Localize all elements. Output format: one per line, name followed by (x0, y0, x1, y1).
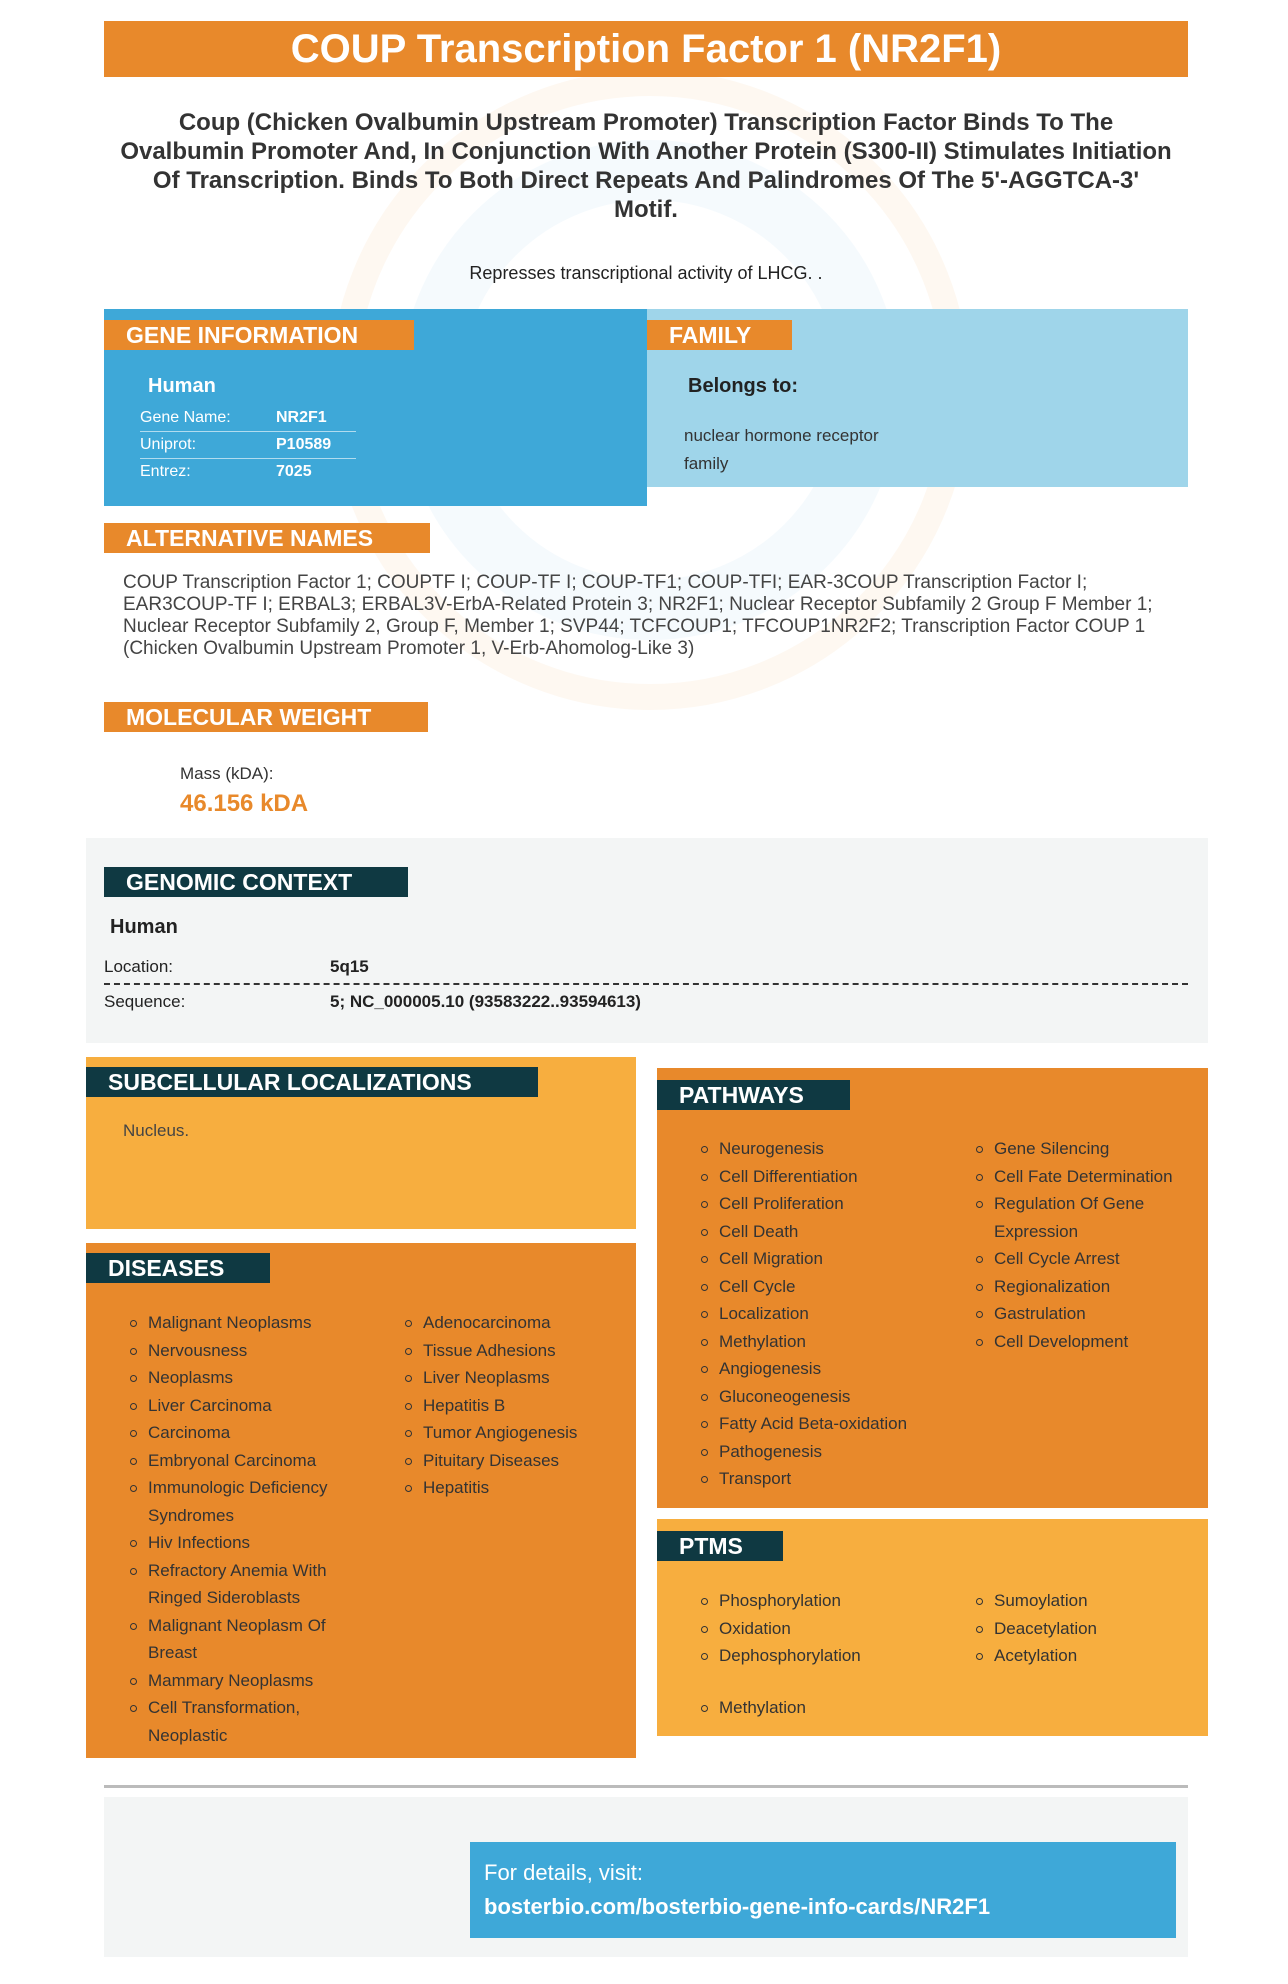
list-item: Neoplasms (128, 1364, 358, 1392)
list-item: Tissue Adhesions (403, 1337, 623, 1365)
sequence-value: 5; NC_000005.10 (93583222..93594613) (330, 992, 641, 1011)
list-item: Pathogenesis (699, 1438, 939, 1466)
list-item: Transport (699, 1465, 939, 1493)
subcellular-heading: SUBCELLULAR LOCALIZATIONS (86, 1067, 538, 1097)
ptms-heading: PTMS (657, 1531, 783, 1561)
list-item: Liver Carcinoma (128, 1392, 358, 1420)
gene-info-key: Entrez: (140, 463, 191, 480)
genomic-context-heading: GENOMIC CONTEXT (104, 867, 408, 897)
list-item: Embryonal Carcinoma (128, 1447, 358, 1475)
sequence-row (104, 985, 1188, 1019)
gene-info-value: NR2F1 (276, 408, 327, 426)
family-belongs-label: Belongs to: (688, 375, 798, 397)
list-item: Dephosphorylation (699, 1642, 939, 1670)
list-item: Carcinoma (128, 1419, 358, 1447)
diseases-heading: DISEASES (86, 1253, 270, 1283)
list-item: Pituitary Diseases (403, 1447, 623, 1475)
list-item: Hiv Infections (128, 1529, 358, 1557)
genomic-species: Human (110, 916, 178, 938)
list-item: Methylation (699, 1328, 939, 1356)
list-item: Tumor Angiogenesis (403, 1419, 623, 1447)
list-item: Fatty Acid Beta-oxidation (699, 1410, 939, 1438)
details-link[interactable]: bosterbio.com/bosterbio-gene-info-cards/NR2F1 (484, 1894, 991, 1919)
list-item: Gluconeogenesis (699, 1383, 939, 1411)
list-item: Malignant Neoplasms (128, 1309, 358, 1337)
list-item: Cell Differentiation (699, 1163, 939, 1191)
list-item: Phosphorylation (699, 1587, 939, 1615)
family-heading: FAMILY (647, 320, 792, 350)
list-item: Neurogenesis (699, 1135, 939, 1163)
ptms-list-extra (699, 1694, 939, 1722)
ptms-list-col2 (974, 1587, 1194, 1670)
list-item: Localization (699, 1300, 939, 1328)
list-item: Adenocarcinoma (403, 1309, 623, 1337)
list-item: Refractory Anemia With Ringed Sideroblasts (128, 1557, 358, 1612)
diseases-list-col2 (403, 1309, 623, 1502)
page-title: COUP Transcription Factor 1 (NR2F1) (104, 21, 1188, 77)
molecular-weight-heading: MOLECULAR WEIGHT (104, 702, 428, 732)
diseases-list-col1 (128, 1309, 358, 1749)
list-item: Cell Cycle (699, 1273, 939, 1301)
list-item: Deacetylation (974, 1615, 1194, 1643)
list-item: Liver Neoplasms (403, 1364, 623, 1392)
footer-divider (104, 1785, 1188, 1788)
gene-description: Coup (Chicken Ovalbumin Upstream Promoter) Transcription Factor Binds To The Ovalbumin Promoter And, In Conjunction With Another Protein (S300-II) Stimulates Initiation Of Transcription. Binds To Both Direct Repeats And Palindromes Of The 5'-AGGTCA-3' Motif. (120, 109, 1172, 223)
function-text: Represses transcriptional activity of LHCG. . (469, 263, 823, 283)
pathways-list-col1 (699, 1135, 939, 1493)
gene-info-value: 7025 (276, 463, 312, 480)
list-item: Regulation Of Gene Expression (974, 1190, 1194, 1245)
location-row (104, 950, 1188, 984)
list-item: Hepatitis (403, 1474, 623, 1502)
pathways-heading: PATHWAYS (657, 1080, 850, 1110)
list-item: Gastrulation (974, 1300, 1194, 1328)
list-item: Oxidation (699, 1615, 939, 1643)
list-item: Nervousness (128, 1337, 358, 1365)
gene-information-heading: GENE INFORMATION (104, 320, 414, 350)
mass-label: Mass (kDA): (180, 764, 274, 783)
list-item: Cell Fate Determination (974, 1163, 1194, 1191)
mass-value: 46.156 kDA (180, 790, 309, 817)
ptms-list-col1 (699, 1587, 939, 1670)
list-item: Acetylation (974, 1642, 1194, 1670)
gene-info-table (140, 404, 356, 485)
sequence-label: Sequence: (104, 992, 186, 1011)
list-item: Methylation (699, 1694, 939, 1722)
details-box[interactable] (470, 1842, 1176, 1938)
list-item: Gene Silencing (974, 1135, 1194, 1163)
list-item: Cell Proliferation (699, 1190, 939, 1218)
alternative-names-text: COUP Transcription Factor 1; COUPTF I; COUP-TF I; COUP-TF1; COUP-TFI; EAR-3COUP Transcription Factor I; EAR3COUP-TF I; ERBAL3; ERBAL3V-ErbA-Related Protein 3; NR2F1; Nuclear Receptor Subfamily 2 Group F Member 1; Nuclear Receptor Subfamily 2, Group F, Member 1; SVP44; TCFCOUP1; TFCOUP1NR2F2; Transcription Factor COUP 1 (Chicken Ovalbumin Upstream Promoter 1, V-Erb-Ahomolog-Like 3) (123, 572, 1153, 659)
list-item: Cell Migration (699, 1245, 939, 1273)
gene-species: Human (148, 375, 216, 397)
list-item: Sumoylation (974, 1587, 1194, 1615)
list-item: Cell Death (699, 1218, 939, 1246)
gene-info-row (140, 404, 356, 431)
gene-info-row (140, 431, 356, 458)
location-value: 5q15 (330, 957, 369, 976)
family-text: nuclear hormone receptor family (684, 426, 879, 473)
list-item: Hepatitis B (403, 1392, 623, 1420)
subcellular-text: Nucleus. (123, 1121, 190, 1140)
list-item: Immunologic Deficiency Syndromes (128, 1474, 358, 1529)
list-item: Cell Cycle Arrest (974, 1245, 1194, 1273)
gene-info-key: Gene Name: (140, 408, 231, 426)
list-item: Cell Transformation, Neoplastic (128, 1694, 358, 1749)
location-label: Location: (104, 957, 173, 976)
gene-info-row (140, 458, 356, 485)
gene-info-value: P10589 (276, 436, 332, 453)
list-item: Cell Development (974, 1328, 1194, 1356)
gene-info-key: Uniprot: (140, 436, 197, 453)
alternative-names-heading: ALTERNATIVE NAMES (104, 523, 430, 553)
list-item: Angiogenesis (699, 1355, 939, 1383)
list-item: Malignant Neoplasm Of Breast (128, 1612, 358, 1667)
details-label: For details, visit: (484, 1860, 643, 1885)
list-item: Regionalization (974, 1273, 1194, 1301)
pathways-list-col2 (974, 1135, 1194, 1355)
list-item: Mammary Neoplasms (128, 1667, 358, 1695)
